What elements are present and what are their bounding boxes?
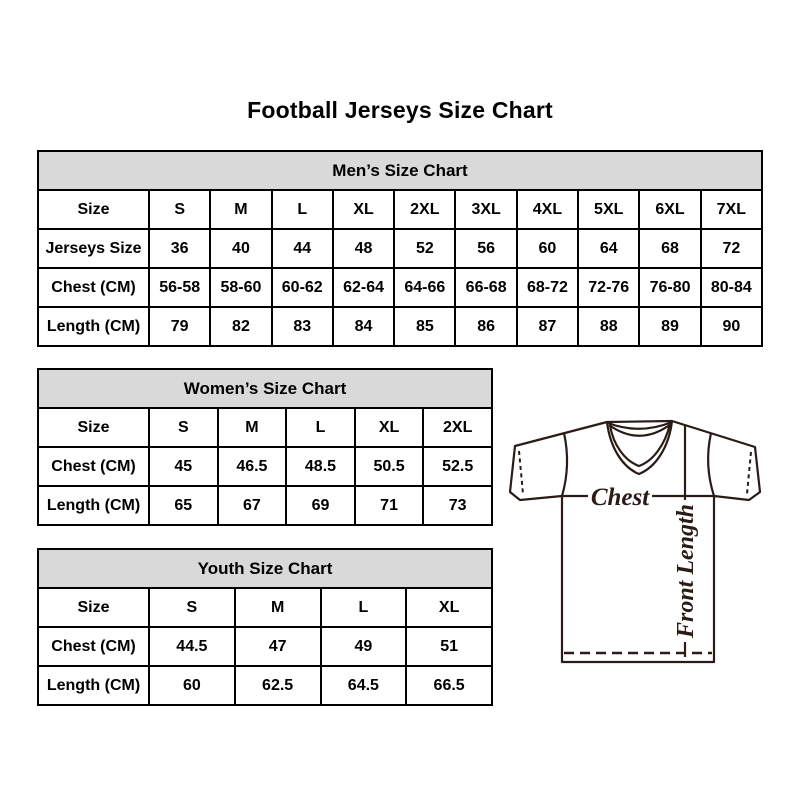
womens-size-table: [37, 368, 493, 526]
table-row: [38, 588, 492, 627]
table-header-row: [38, 151, 762, 190]
size-value-cell: 88: [578, 307, 639, 346]
table-row: [38, 486, 492, 525]
size-value-cell: 76-80: [639, 268, 700, 307]
size-value-cell: M: [218, 408, 287, 447]
size-value-cell: 5XL: [578, 190, 639, 229]
youth-size-table: [37, 548, 493, 706]
jersey-outline: [510, 421, 760, 662]
size-value-cell: M: [235, 588, 321, 627]
table-row: [38, 447, 492, 486]
row-label-cell: Size: [38, 588, 149, 627]
table-header-row: [38, 549, 492, 588]
row-label-cell: Size: [38, 408, 149, 447]
size-value-cell: 48.5: [286, 447, 355, 486]
size-value-cell: 47: [235, 627, 321, 666]
table-row: [38, 268, 762, 307]
size-value-cell: 51: [406, 627, 492, 666]
jersey-diagram: [500, 405, 770, 685]
size-value-cell: XL: [333, 190, 394, 229]
size-value-cell: 67: [218, 486, 287, 525]
size-value-cell: 44: [272, 229, 333, 268]
table-row: [38, 408, 492, 447]
size-value-cell: L: [272, 190, 333, 229]
size-value-cell: 90: [701, 307, 762, 346]
table-row: [38, 307, 762, 346]
size-value-cell: 72-76: [578, 268, 639, 307]
table-row: [38, 190, 762, 229]
size-value-cell: 64-66: [394, 268, 455, 307]
size-value-cell: 49: [321, 627, 407, 666]
mens-size-table: [37, 150, 763, 347]
size-value-cell: 36: [149, 229, 210, 268]
size-value-cell: L: [286, 408, 355, 447]
size-value-cell: 79: [149, 307, 210, 346]
size-value-cell: 50.5: [355, 447, 424, 486]
size-value-cell: 2XL: [423, 408, 492, 447]
size-value-cell: 87: [517, 307, 578, 346]
row-label-cell: Size: [38, 190, 149, 229]
size-value-cell: 73: [423, 486, 492, 525]
size-value-cell: 56: [455, 229, 516, 268]
size-value-cell: L: [321, 588, 407, 627]
size-value-cell: S: [149, 408, 218, 447]
size-value-cell: 2XL: [394, 190, 455, 229]
size-value-cell: 45: [149, 447, 218, 486]
table-title: Women’s Size Chart: [38, 369, 492, 408]
size-value-cell: 3XL: [455, 190, 516, 229]
size-value-cell: 62-64: [333, 268, 394, 307]
size-value-cell: S: [149, 190, 210, 229]
row-label-cell: Chest (CM): [38, 627, 149, 666]
row-label-cell: Chest (CM): [38, 268, 149, 307]
size-value-cell: 60: [517, 229, 578, 268]
size-value-cell: 68-72: [517, 268, 578, 307]
size-value-cell: 44.5: [149, 627, 235, 666]
table-title: Youth Size Chart: [38, 549, 492, 588]
size-value-cell: 6XL: [639, 190, 700, 229]
size-value-cell: 4XL: [517, 190, 578, 229]
table-header-row: [38, 369, 492, 408]
size-value-cell: 68: [639, 229, 700, 268]
size-value-cell: 80-84: [701, 268, 762, 307]
page-title: Football Jerseys Size Chart: [247, 97, 553, 123]
size-value-cell: 85: [394, 307, 455, 346]
table-row: [38, 229, 762, 268]
size-value-cell: 71: [355, 486, 424, 525]
row-label-cell: Chest (CM): [38, 447, 149, 486]
size-value-cell: 56-58: [149, 268, 210, 307]
size-value-cell: 64.5: [321, 666, 407, 705]
row-label-cell: Length (CM): [38, 486, 149, 525]
size-value-cell: XL: [355, 408, 424, 447]
size-value-cell: 89: [639, 307, 700, 346]
size-value-cell: XL: [406, 588, 492, 627]
row-label-cell: Jerseys Size: [38, 229, 149, 268]
size-value-cell: 72: [701, 229, 762, 268]
table-row: [38, 627, 492, 666]
size-value-cell: 82: [210, 307, 271, 346]
size-value-cell: 52.5: [423, 447, 492, 486]
size-value-cell: 69: [286, 486, 355, 525]
size-value-cell: M: [210, 190, 271, 229]
jersey-svg: [500, 405, 770, 685]
size-value-cell: 62.5: [235, 666, 321, 705]
size-value-cell: 84: [333, 307, 394, 346]
size-value-cell: 64: [578, 229, 639, 268]
size-value-cell: 86: [455, 307, 516, 346]
table-row: [38, 666, 492, 705]
chest-label: Chest: [590, 484, 650, 511]
row-label-cell: Length (CM): [38, 307, 149, 346]
size-value-cell: 52: [394, 229, 455, 268]
size-value-cell: 40: [210, 229, 271, 268]
size-value-cell: 66.5: [406, 666, 492, 705]
size-value-cell: 48: [333, 229, 394, 268]
size-value-cell: 46.5: [218, 447, 287, 486]
size-value-cell: 7XL: [701, 190, 762, 229]
front-length-label: Front Length: [673, 503, 699, 639]
size-value-cell: S: [149, 588, 235, 627]
size-value-cell: 66-68: [455, 268, 516, 307]
size-value-cell: 60-62: [272, 268, 333, 307]
size-value-cell: 60: [149, 666, 235, 705]
size-value-cell: 65: [149, 486, 218, 525]
row-label-cell: Length (CM): [38, 666, 149, 705]
table-title: Men’s Size Chart: [38, 151, 762, 190]
size-value-cell: 58-60: [210, 268, 271, 307]
size-value-cell: 83: [272, 307, 333, 346]
